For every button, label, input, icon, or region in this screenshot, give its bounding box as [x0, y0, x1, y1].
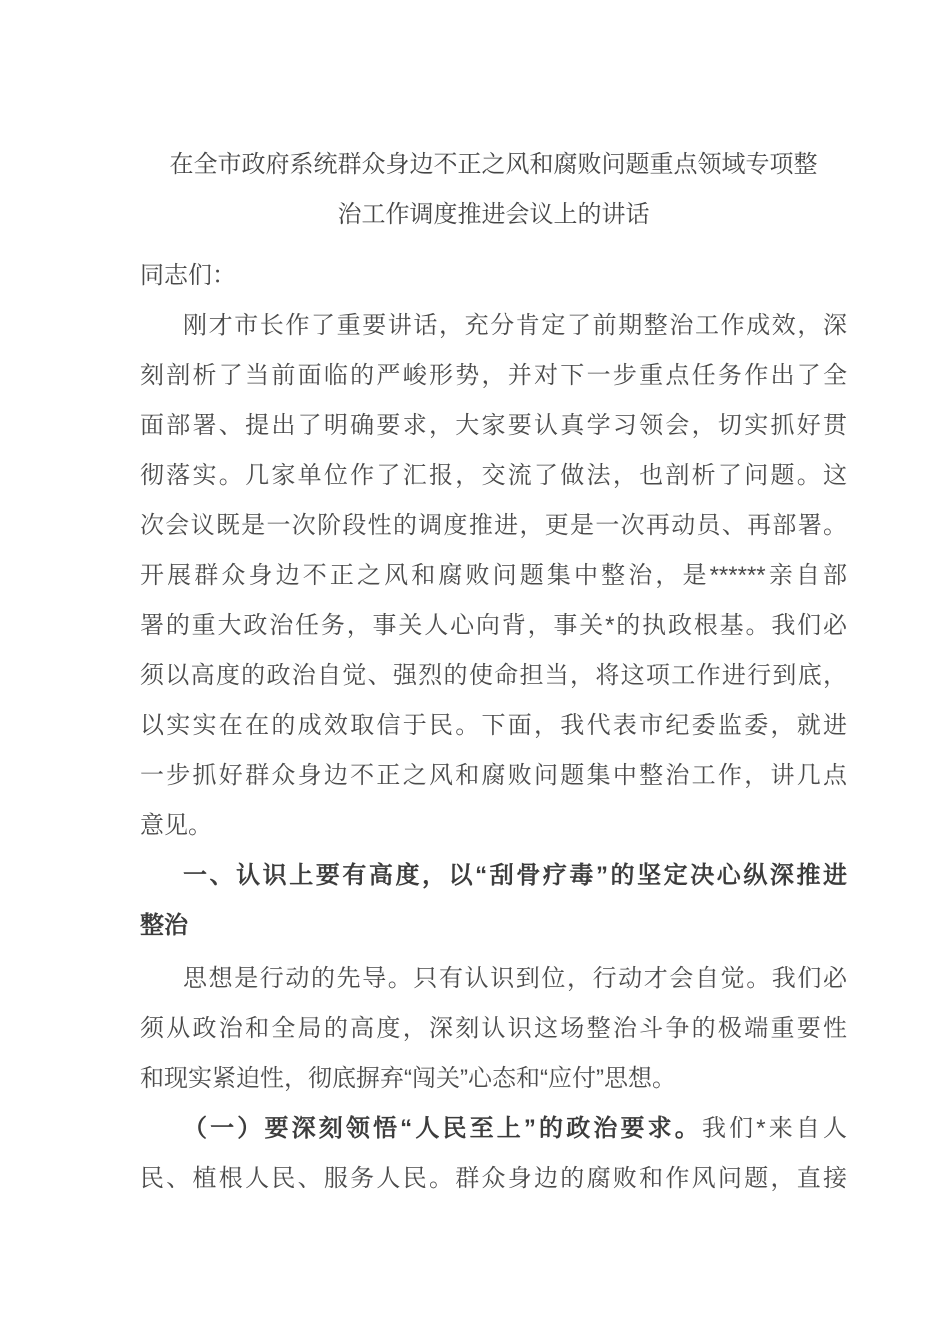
salutation: 同志们： [140, 262, 236, 289]
body-line: 意见。 [140, 812, 212, 839]
title-line-1: 在全市政府系统群众身边不正之风和腐败问题重点领域专项整 [169, 151, 818, 178]
body-line: 刻剖析了当前面临的严峻形势，并对下一步重点任务作出了全 [140, 362, 847, 389]
body-line: 以实实在在的成效取信于民。下面，我代表市纪委监委，就进 [140, 712, 847, 739]
body-line: 须从政治和全局的高度，深刻认识这场整治斗争的极端重要性 [140, 1015, 847, 1042]
section-heading-1-cont: 整治 [140, 912, 188, 939]
body-line: 须以高度的政治自觉、强烈的使命担当，将这项工作进行到底， [140, 662, 847, 689]
body-line: 和现实紧迫性，彻底摒弃“闯关”心态和“应付”思想。 [140, 1065, 676, 1092]
subsection-heading-bold: （一）要深刻领悟“人民至上”的政治要求。 [183, 1115, 702, 1142]
body-line: 民、植根人民、服务人民。群众身边的腐败和作风问题，直接 [140, 1165, 847, 1192]
body-line: 次会议既是一次阶段性的调度推进，更是一次再动员、再部署。 [140, 512, 847, 539]
title-line-2: 治工作调度推进会议上的讲话 [337, 201, 650, 228]
body-line: 刚才市长作了重要讲话，充分肯定了前期整治工作成效，深 [183, 312, 847, 339]
body-line: 一步抓好群众身边不正之风和腐败问题集中整治工作，讲几点 [140, 762, 847, 789]
body-line: 开展群众身边不正之风和腐败问题集中整治，是******亲自部 [140, 562, 847, 589]
subsection-heading-rest: 我们*来自人 [701, 1115, 848, 1142]
subsection-heading-line [140, 1104, 847, 1154]
document-title [140, 140, 847, 240]
section-heading-1: 一、认识上要有高度，以“刮骨疗毒”的坚定决心纵深推进 [183, 862, 847, 889]
body-line: 署的重大政治任务，事关人心向背，事关*的执政根基。我们必 [140, 612, 847, 639]
body-line: 面部署、提出了明确要求，大家要认真学习领会，切实抓好贯 [140, 412, 847, 439]
body-line: 思想是行动的先导。只有认识到位，行动才会自觉。我们必 [183, 965, 847, 992]
body-line: 彻落实。几家单位作了汇报，交流了做法，也剖析了问题。这 [140, 462, 847, 489]
